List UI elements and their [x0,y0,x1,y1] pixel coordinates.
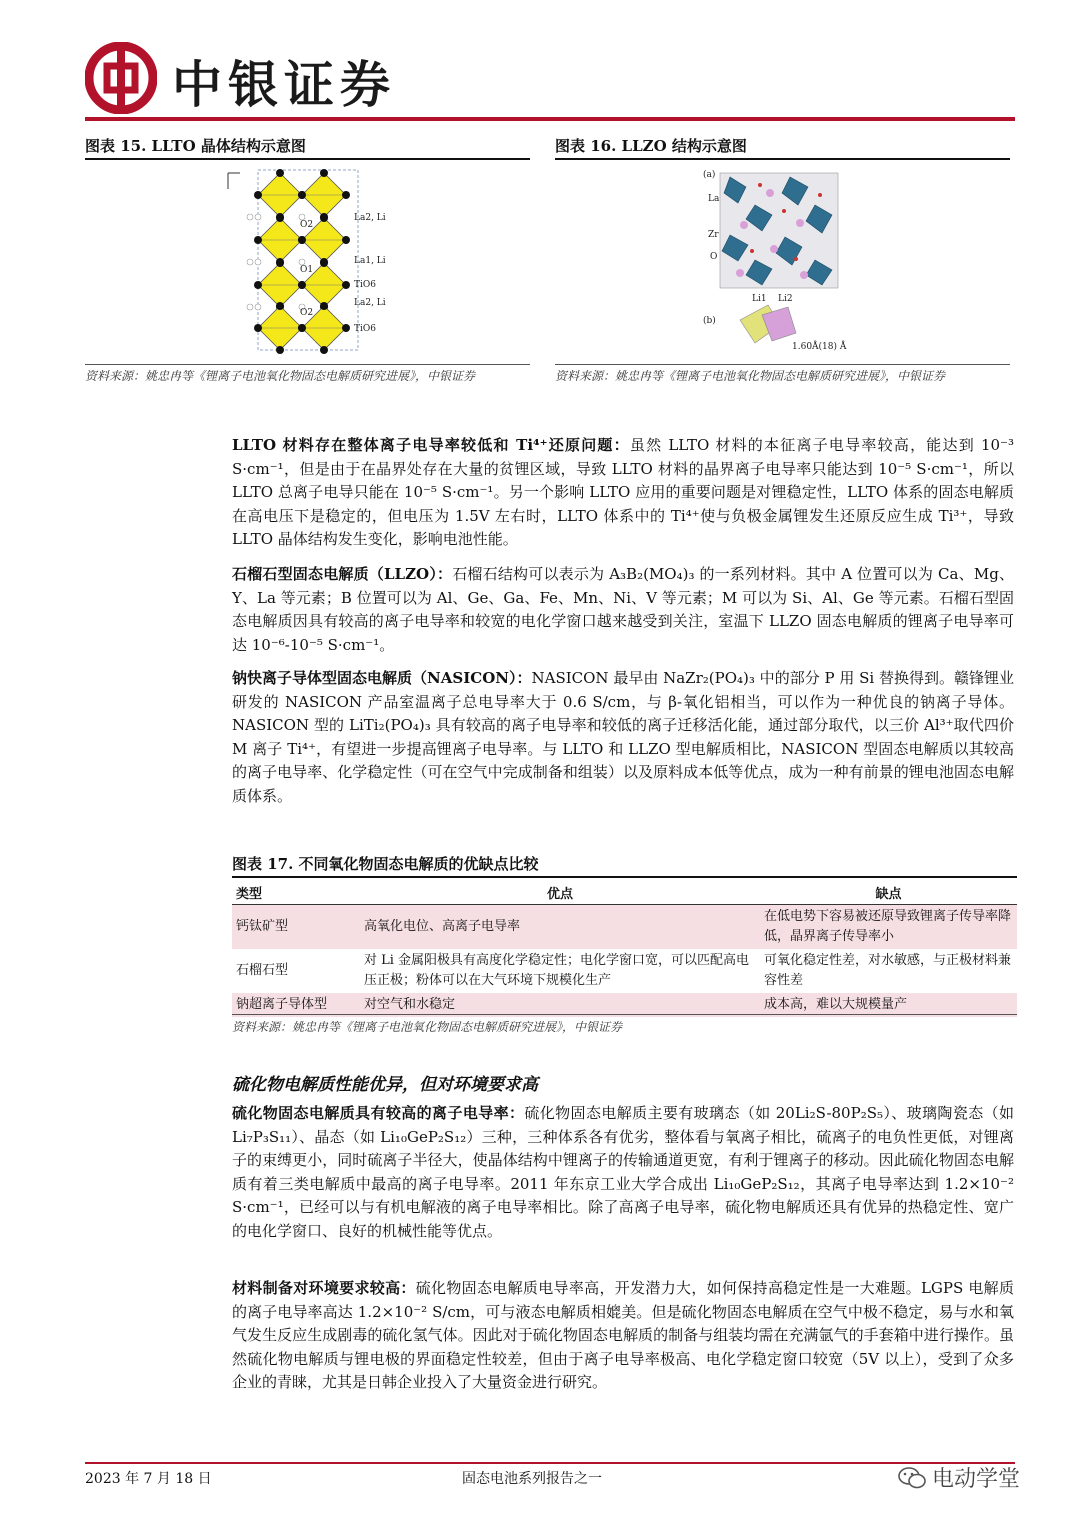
table-header-cell: 类型 [232,880,360,905]
table-cell: 高氧化电位、高离子电导率 [360,905,760,950]
fig16-label: 1.60Å(18) Å [792,342,847,352]
paragraph-llto [232,434,1014,552]
paragraph-body: 石榴石结构可以表示为 A₃B₂(MO₄)₃ 的一系列材料。其中 A 位置可以为 Ca、Mg、Y、La 等元素；B 位置可以为 Al、Ge、Ga、Fe、Mn、Ni、V 等元素；M 可以为 Si、Al、Ge 等元素。石榴石型固态电解质因具有较高的离子电导率和较宽的电化学窗口越来越受到关注，室温下 LLZO 固态电解质的锂离子电导率可达 10⁻⁶-10⁻⁵ S·cm⁻¹。 [232,565,1014,654]
figure-16-rule [555,158,1010,160]
table-cell: 在低电势下容易被还原导致锂离子传导率降低，晶界离子传导率小 [760,905,1017,950]
watermark-text: 电动学堂 [932,1467,1021,1492]
bank-logo-icon [85,42,157,114]
paragraph-llzo [232,563,1014,657]
fig15-label: O2 [300,220,314,230]
table-header-cell: 缺点 [760,880,1017,905]
fig16-label: O [710,252,718,262]
fig16-label: Li2 [778,294,793,304]
paragraph-body: 硫化物固态电解质主要有玻璃态（如 20Li₂S-80P₂S₅）、玻璃陶瓷态（如 Li₇P₃S₁₁）、晶态（如 Li₁₀GeP₂S₁₂）三种，三种体系各有优劣，整体看与氧离子相比，硫离子的电负性更低，对锂离子的束缚更小，同时硫离子半径大，使晶体结构中锂离子的传输通道更宽，有利于锂离子的移动。因此硫化物固态电解质有着三类电解质中最高的离子电导率。2011 年东京工业大学合成出 Li₁₀GeP₂S₁₂，其离子电导率达到 1.2×10⁻² S·cm⁻¹，已经可以与有机电解液的离子电导率相比。除了高离子电导率，硫化物电解质还具有优异的热稳定性、宽广的电化学窗口、良好的机械性能等优点。 [232,1104,1014,1240]
fig15-label: TiO6 [354,324,376,334]
fig16-label: Li1 [752,294,767,304]
table-row [232,949,1017,993]
wechat-icon [898,1466,926,1490]
paragraph-lead: 钠快离子导体型固态电解质（NASICON）： [232,669,532,687]
fig16-label: Zr [708,230,719,240]
table-cell: 对空气和水稳定 [360,993,760,1017]
fig15-label: La2, Li [354,213,386,223]
paragraph-lead: 石榴石型固态电解质（LLZO）： [232,565,453,583]
llzo-structure-image [700,165,850,355]
header-red-rule [85,117,1015,121]
fig15-label: La2, Li [354,298,386,308]
company-name: 中银证券 [172,56,396,114]
paragraph-body: NASICON 最早由 NaZr₂(PO₄)₃ 中的部分 P 用 Si 替换得到。赣锋锂业研发的 NASICON 产品室温离子总电导率大于 0.6 S/cm，与 β-氧化铝相当，可以作为一种优良的钠离子导体。NASICON 型的 LiTi₂(PO₄)₃ 具有较高的离子电导率和较低的离子迁移活化能，通过部分取代，以三价 Al³⁺取代四价 M 离子 Ti⁴⁺，有望进一步提高锂离子电导率。与 LLTO 和 LLZO 型电解质相比，NASICON 型固态电解质以其较高的离子电导率、化学稳定性（可在空气中完成制备和组装）以及原料成本低等优点，成为一种有前景的锂电池固态电解质体系。 [232,669,1014,805]
fig16-label: (a) [703,170,716,180]
footer-red-rule [85,1462,1015,1464]
figure-16-source: 资料来源：姚忠冉等《锂离子电池氧化物固态电解质研究进展》，中银证券 [555,369,946,383]
table-cell: 钙钛矿型 [232,905,360,950]
fig15-label: O1 [300,265,314,275]
table-17-rule [232,876,1017,878]
paragraph-lead: 材料制备对环境要求较高： [232,1279,416,1297]
paragraph-lead: 硫化物固态电解质具有较高的离子电导率： [232,1104,525,1122]
comparison-table [232,880,1017,1017]
fig15-label: La1, Li [354,256,386,266]
paragraph-nasicon [232,667,1014,808]
table-cell: 钠超离子导体型 [232,993,360,1017]
fig15-label: O2 [300,308,314,318]
figure-15-title: 图表 15. LLTO 晶体结构示意图 [85,137,306,155]
table-17-source: 资料来源：姚忠冉等《锂离子电池氧化物固态电解质研究进展》，中银证券 [232,1020,623,1034]
footer-series: 固态电池系列报告之一 [462,1471,602,1487]
figure-16-bottom-rule [555,364,1010,365]
figure-15-bottom-rule [85,364,530,365]
table-row [232,905,1017,950]
footer-date: 2023 年 7 月 18 日 [85,1471,212,1487]
paragraph-body: 虽然 LLTO 材料的本征离子电导率较高，能达到 10⁻³ S·cm⁻¹，但是由于在晶界处存在大量的贫锂区域，导致 LLTO 材料的晶界离子电导率只能达到 10⁻⁵ S·cm⁻¹，所以 LLTO 总离子电导只能在 10⁻⁵ S·cm⁻¹。另一个影响 LLTO 应用的重要问题是对锂稳定性，LLTO 体系的固态电解质在高电压下是稳定的，但电压为 1.5V 左右时，LLTO 体系中的 Ti⁴⁺使与负极金属锂发生还原反应生成 Ti³⁺，导致 LLTO 晶体结构发生变化，影响电池性能。 [232,436,1014,548]
figure-15-rule [85,158,530,160]
table-17-bottom-rule [232,1014,1017,1015]
watermark [898,1462,1020,1493]
paragraph-body: 硫化物固态电解质电导率高，开发潜力大，如何保持高稳定性是一大难题。LGPS 电解质的离子电导率高达 1.2×10⁻² S/cm，可与液态电解质相媲美。但是硫化物固态电解质在空气中极不稳定，易与水和氧气发生反应生成剧毒的硫化氢气体。因此对于硫化物固态电解质的制备与组装均需在充满氩气的手套箱中进行操作。虽然硫化物电解质与锂电极的界面稳定性较差，但由于离子电导率极高、电化学稳定窗口较宽（5V 以上），受到了众多企业的青睐，尤其是日韩企业投入了大量资金进行研究。 [232,1279,1014,1391]
table-cell: 石榴石型 [236,963,289,978]
llto-crystal-structure-image [220,165,410,355]
figure-15-source: 资料来源：姚忠冉等《锂离子电池氧化物固态电解质研究进展》，中银证券 [85,369,476,383]
table-17-title: 图表 17. 不同氧化物固态电解质的优缺点比较 [232,855,539,873]
table-header-row [232,880,1017,905]
table-cell: 可氧化稳定性差，对水敏感，与正极材料兼容性差 [764,953,1012,988]
table-header-cell: 优点 [360,880,760,905]
table-cell: 对 Li 金属阳极具有高度化学稳定性；电化学窗口宽，可以匹配高电压正极；粉体可以在大气环境下规模化生产 [364,953,750,988]
fig16-label: (b) [703,316,716,326]
paragraph-lead: LLTO 材料存在整体离子电导率较低和 Ti⁴⁺还原问题： [232,436,630,454]
figure-16-title: 图表 16. LLZO 结构示意图 [555,137,747,155]
paragraph-sulfide-environment [232,1277,1014,1395]
header [0,0,1080,125]
fig16-label: La [708,194,720,204]
fig15-label: TiO6 [354,280,376,290]
table-cell: 成本高，难以大规模量产 [760,993,1017,1017]
section-heading: 硫化物电解质性能优异，但对环境要求高 [232,1075,538,1095]
paragraph-sulfide-conductivity [232,1102,1014,1243]
